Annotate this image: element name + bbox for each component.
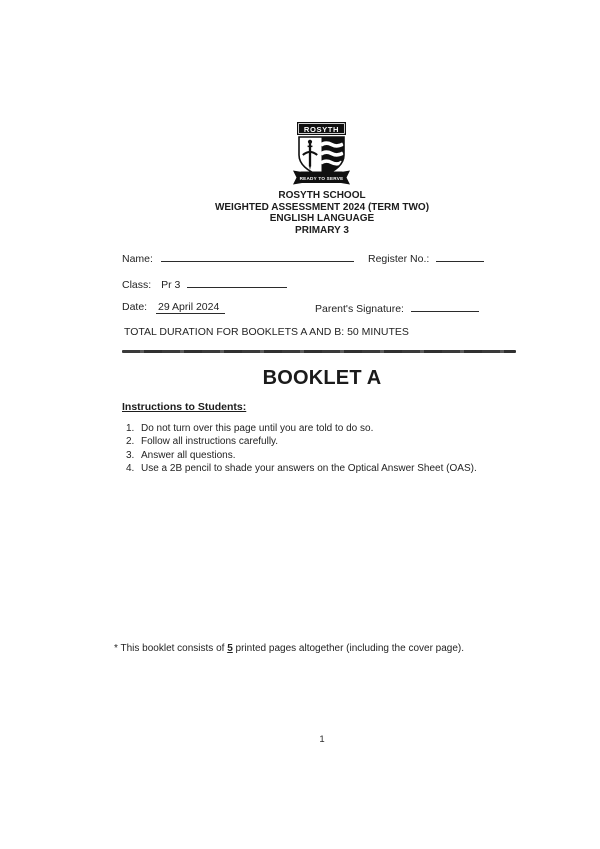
class-value: Pr 3 xyxy=(161,279,181,291)
instruction-text: Do not turn over this page until you are told to do so. xyxy=(141,423,374,434)
instruction-text: Answer all questions. xyxy=(141,449,236,461)
instruction-item xyxy=(126,462,516,475)
instructions-heading: Instructions to Students: xyxy=(122,401,247,413)
crest-name-text: ROSYTH xyxy=(303,124,340,134)
instruction-item xyxy=(126,435,516,448)
class-label: Class: xyxy=(122,279,152,291)
assessment-title: WEIGHTED ASSESSMENT 2024 (TERM TWO) xyxy=(214,201,430,213)
name-label: Name: xyxy=(122,253,153,265)
signature-label: Parent's Signature: xyxy=(315,303,404,315)
document-header xyxy=(122,190,522,236)
crest-graphic xyxy=(292,121,351,189)
page-number: 1 xyxy=(319,734,325,745)
crest-motto-text: READY TO SERVE xyxy=(299,175,344,181)
signature-field xyxy=(315,301,479,315)
register-label: Register No.: xyxy=(368,253,430,265)
signature-blank-line xyxy=(411,301,479,312)
name-field xyxy=(122,251,354,265)
booklet-title: BOOKLET A xyxy=(262,367,382,389)
footnote-suffix: printed pages altogether (including the cover page). xyxy=(232,643,465,654)
level-line: PRIMARY 3 xyxy=(295,224,349,236)
subject-line: ENGLISH LANGUAGE xyxy=(269,213,375,224)
school-name: ROSYTH SCHOOL xyxy=(278,190,366,201)
footnote-page-count: 5 xyxy=(227,643,233,654)
duration-note: TOTAL DURATION FOR BOOKLETS A AND B: 50 MINUTES xyxy=(124,326,409,338)
school-crest-logo xyxy=(292,121,351,189)
name-blank-line xyxy=(161,251,354,262)
instruction-number: 4. xyxy=(126,463,135,475)
instruction-number: 3. xyxy=(126,449,135,461)
instruction-number: 1. xyxy=(126,423,135,434)
footnote-prefix: * This booklet consists of xyxy=(114,643,228,654)
instruction-item xyxy=(126,449,516,462)
instruction-item xyxy=(126,422,516,435)
crest-motto-ribbon xyxy=(293,171,350,185)
instructions-list xyxy=(126,422,516,476)
class-field xyxy=(122,277,287,291)
instruction-text: Follow all instructions carefully. xyxy=(141,436,279,448)
register-field xyxy=(368,251,484,265)
separator-line xyxy=(122,350,516,353)
instruction-number: 2. xyxy=(126,436,135,448)
register-blank-line xyxy=(436,251,484,262)
date-field xyxy=(122,301,225,313)
date-value: 29 April 2024 xyxy=(156,301,225,314)
instruction-text: Use a 2B pencil to shade your answers on the Optical Answer Sheet (OAS). xyxy=(141,463,477,475)
class-blank-line xyxy=(187,277,287,288)
footnote xyxy=(114,643,464,654)
date-label: Date: xyxy=(122,301,148,313)
